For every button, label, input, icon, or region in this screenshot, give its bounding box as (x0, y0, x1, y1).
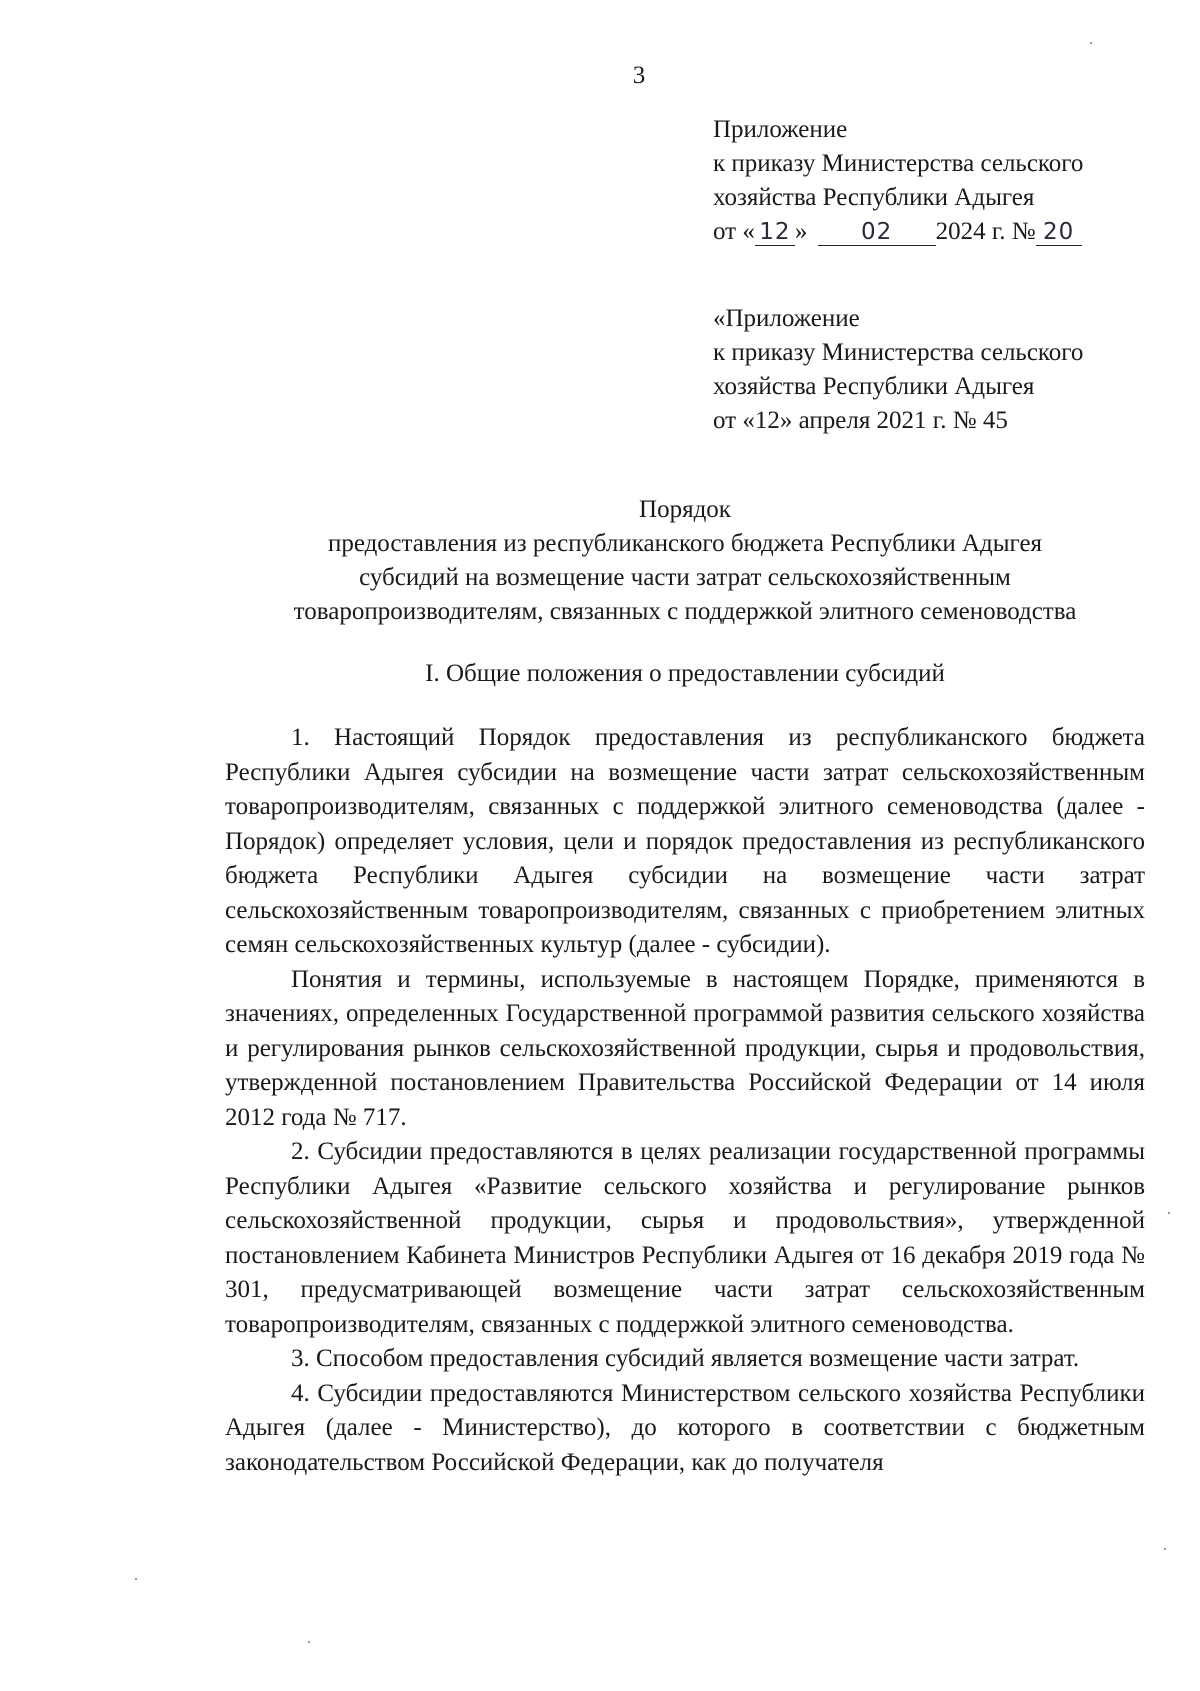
paragraph: 4. Субсидии предоставляются Министерством сельского хозяйства Республики Адыгея (далее - Министерство), до которого в соответствии с бюджетным законодательством Российской Федерации, как до получателя (225, 1379, 1145, 1476)
appendix-block-current (713, 113, 1153, 249)
appendix-order-line: к приказу Министерства сельского (713, 150, 1084, 177)
appendix-label: Приложение (713, 116, 848, 143)
paragraph: Понятия и термины, используемые в настоящем Порядке, применяются в значениях, определенных Государственной программой развития сельского хозяйства и регулирования рынков сельскохозяйственной продукции, сырья и продовольствия, утвержденной постановлением Правительства Российской Федерации от 14 июля 2012 года № 717. (225, 965, 1145, 1131)
scan-speck (308, 1641, 310, 1643)
handwritten-day: 12 (755, 219, 795, 246)
appendix-label: «Приложение (713, 305, 860, 332)
title-line: субсидий на возмещение части затрат сельскохозяйственным (359, 564, 1011, 591)
paragraph: 1. Настоящий Порядок предоставления из республиканского бюджета Республики Адыгея субсидии на возмещение части затрат сельскохозяйственным товаропроизводителям, связанных с поддержкой элитного семеноводства (далее - Порядок) определяет условия, цели и порядок предоставления из республиканского бюджета Республики Адыгея субсидии на возмещение части затрат сельскохозяйственным товаропроизводителям, связанных с приобретением элитных семян сельскохозяйственных культур (далее - субсидии). (225, 724, 1145, 958)
scan-speck (1168, 1212, 1170, 1214)
paragraph: 2. Субсидии предоставляются в целях реализации государственной программы Республики Адыгея «Развитие сельского хозяйства и регулирование рынков сельскохозяйственной продукции, сырья и продовольствия», утвержденной постановлением Кабинета Министров Республики Адыгея от 16 декабря 2019 года № 301, предусматривающей возмещение части затрат сельскохозяйственным товаропроизводителям, связанных с поддержкой элитного семеноводства. (225, 1138, 1145, 1338)
date-mid: » (794, 218, 814, 245)
scan-speck (1090, 42, 1092, 44)
date-year: 2024 г. № (935, 218, 1036, 245)
appendix-date-line: от «12» апреля 2021 г. № 45 (713, 407, 1008, 434)
scan-speck (135, 1578, 137, 1580)
document-title (225, 493, 1145, 629)
paragraph: 3. Способом предоставления субсидий является возмещение части затрат. (291, 1345, 1080, 1372)
scan-speck (1164, 1548, 1166, 1550)
title-line: предоставления из республиканского бюджета Республики Адыгея (327, 530, 1043, 557)
appendix-order-line: к приказу Министерства сельского (713, 339, 1084, 366)
section-heading: I. Общие положения о предоставлении субсидий (425, 660, 945, 687)
title-line: Порядок (639, 496, 731, 523)
appendix-block-original (713, 302, 1153, 438)
appendix-ministry-line: хозяйства Республики Адыгея (713, 373, 1035, 400)
handwritten-number: 20 (1036, 219, 1082, 246)
appendix-ministry-line: хозяйства Республики Адыгея (713, 184, 1035, 211)
handwritten-month: 02 (818, 219, 936, 246)
date-prefix: от « (713, 218, 755, 245)
page-number: 3 (632, 62, 646, 89)
appendix-date-line (713, 215, 1153, 249)
document-body (225, 721, 1145, 1480)
title-line: товаропроизводителям, связанных с поддержкой элитного семеноводства (293, 598, 1077, 625)
